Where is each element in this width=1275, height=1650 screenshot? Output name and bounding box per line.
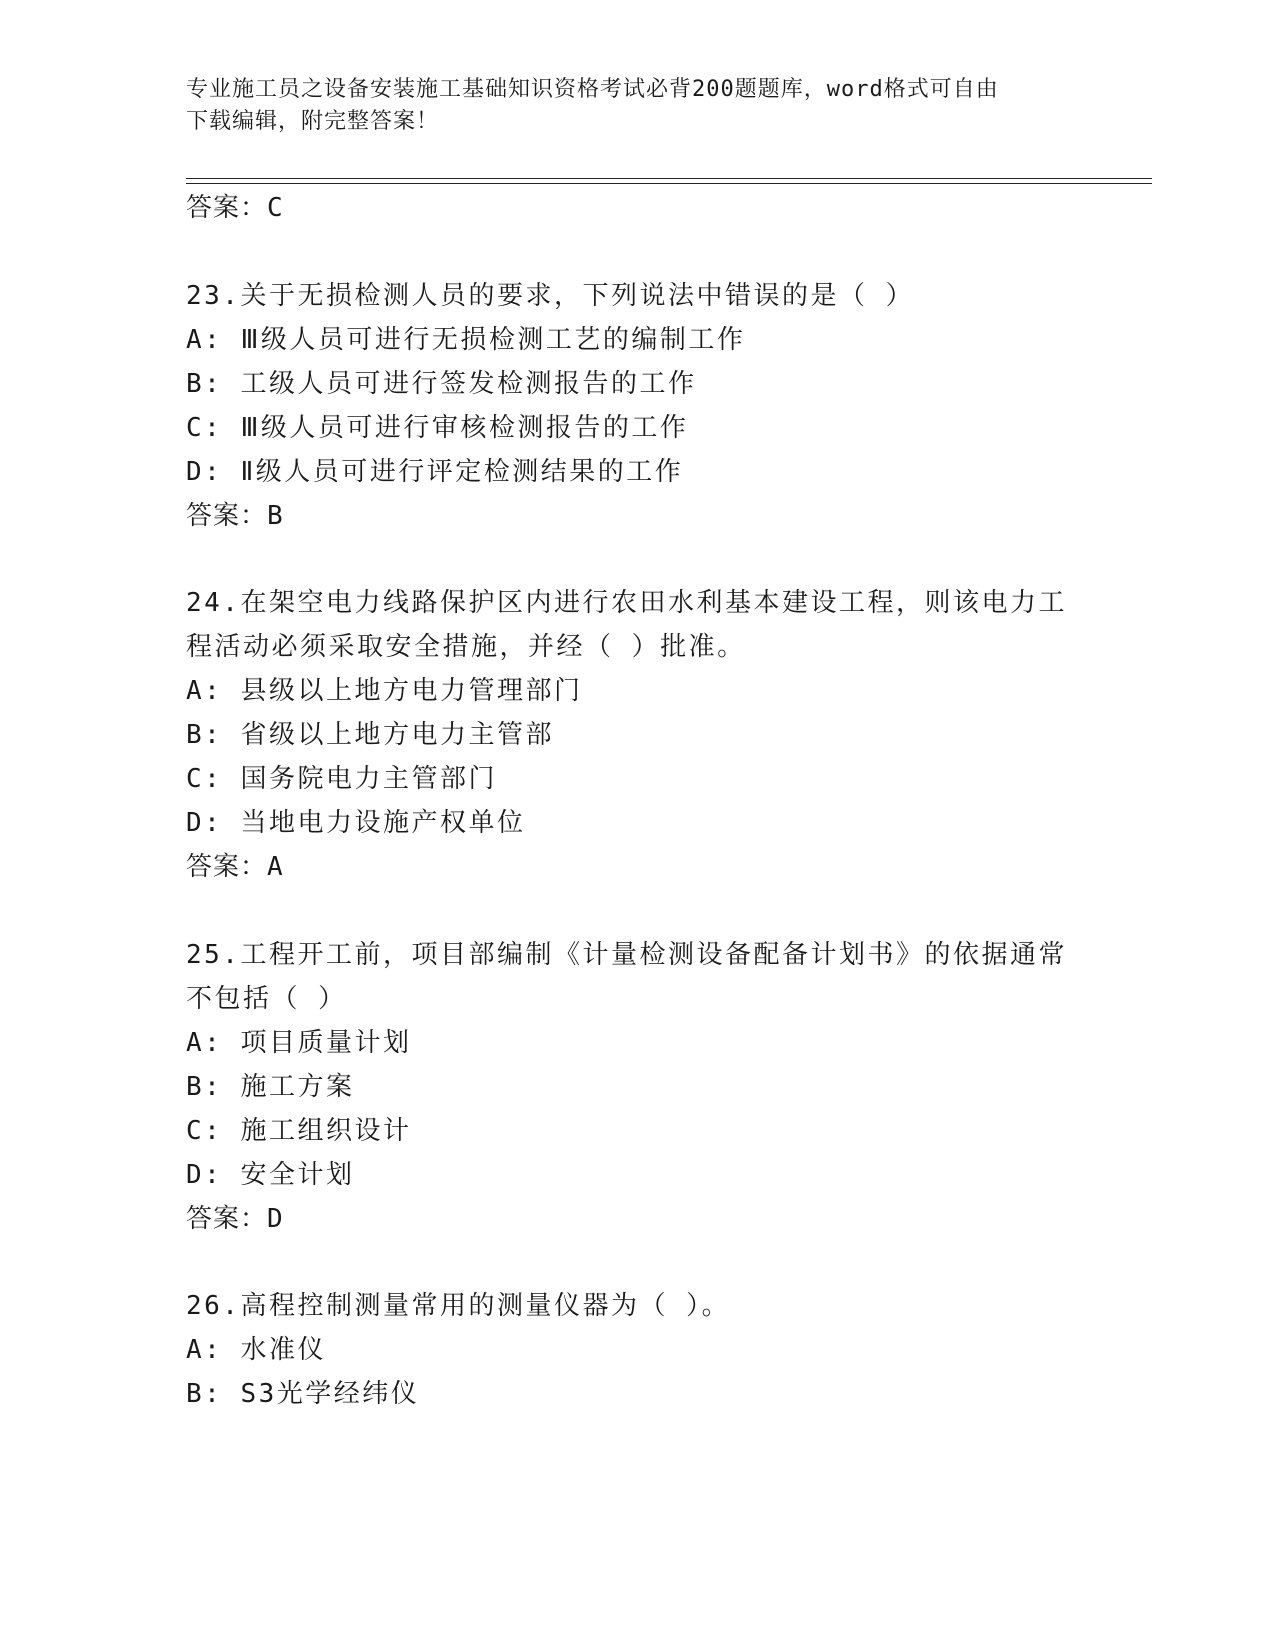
answer-label: 答案： xyxy=(186,193,268,223)
question-23-option-a: A: Ⅲ级人员可进行无损检测工艺的编制工作 xyxy=(186,325,746,355)
question-24-option-b: B: 省级以上地方电力主管部 xyxy=(186,720,554,750)
question-25-stem-line-1: 25.工程开工前，项目部编制《计量检测设备配备计划书》的依据通常 xyxy=(186,940,1067,970)
header-divider-top xyxy=(186,178,1152,179)
answer-label: 答案： xyxy=(186,1204,268,1234)
question-25-option-d: D: 安全计划 xyxy=(186,1160,355,1190)
answer-label: 答案： xyxy=(186,852,268,882)
header-line-2: 下载编辑，附完整答案！ xyxy=(186,109,440,134)
question-25-option-a: A: 项目质量计划 xyxy=(186,1028,412,1058)
question-25-option-b: B: 施工方案 xyxy=(186,1072,355,1102)
answer-value: B xyxy=(267,501,284,531)
header-divider-bottom xyxy=(186,183,1152,184)
question-24-option-a: A: 县级以上地方电力管理部门 xyxy=(186,676,583,706)
question-24-option-d: D: 当地电力设施产权单位 xyxy=(186,808,526,838)
question-23-answer xyxy=(186,499,284,533)
question-24-stem-line-2: 程活动必须采取安全措施，并经（ ）批准。 xyxy=(186,632,746,662)
question-23-option-d: D: Ⅱ级人员可进行评定检测结果的工作 xyxy=(186,457,684,487)
answer-value: A xyxy=(267,852,284,882)
question-24-answer xyxy=(186,850,284,884)
answer-label: 答案： xyxy=(186,501,268,531)
answer-value: C xyxy=(267,193,284,223)
answer-value: D xyxy=(267,1204,284,1234)
question-23-stem: 23.关于无损检测人员的要求，下列说法中错误的是（ ） xyxy=(186,281,915,311)
question-24-option-c: C: 国务院电力主管部门 xyxy=(186,764,497,794)
header-line-1: 专业施工员之设备安装施工基础知识资格考试必背200题题库，word格式可自由 xyxy=(186,77,999,102)
question-26-option-b: B: S3光学经纬仪 xyxy=(186,1379,420,1409)
previous-answer xyxy=(186,191,284,225)
question-23-option-c: C: Ⅲ级人员可进行审核检测报告的工作 xyxy=(186,413,689,443)
question-25-answer xyxy=(186,1202,284,1236)
question-23-option-b: B: 工级人员可进行签发检测报告的工作 xyxy=(186,369,697,399)
question-26-stem: 26.高程控制测量常用的测量仪器为（ ）。 xyxy=(186,1291,731,1321)
question-25-stem-line-2: 不包括（ ） xyxy=(186,984,347,1014)
question-26-option-a: A: 水准仪 xyxy=(186,1335,326,1365)
question-24-stem-line-1: 24.在架空电力线路保护区内进行农田水利基本建设工程，则该电力工 xyxy=(186,588,1067,618)
question-25-option-c: C: 施工组织设计 xyxy=(186,1116,412,1146)
document-header xyxy=(186,74,1066,138)
